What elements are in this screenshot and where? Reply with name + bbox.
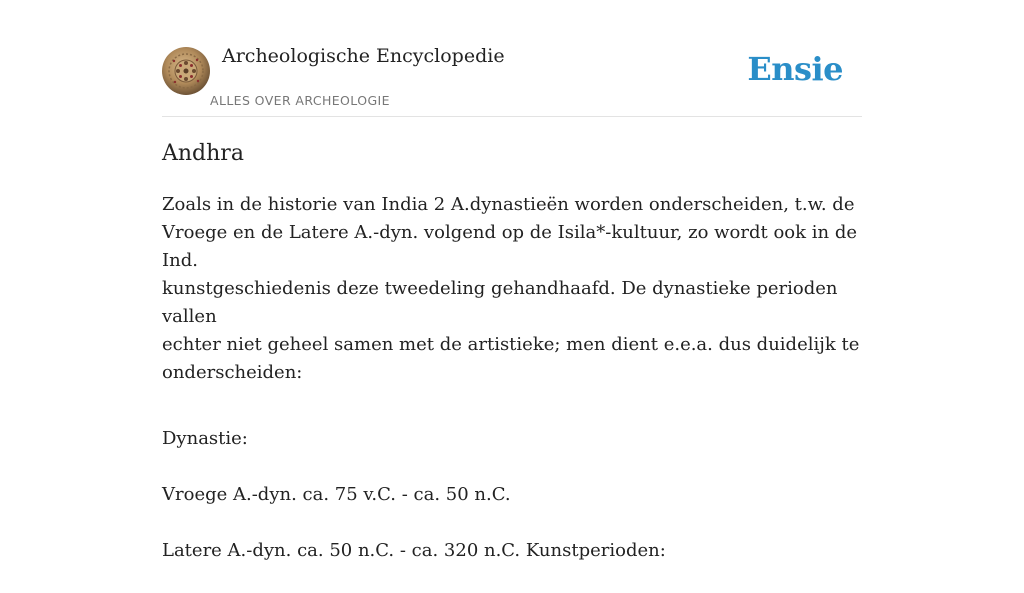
archaeological-coin-icon[interactable] [162, 47, 210, 95]
intro-line: kunstgeschiedenis deze tweedeling gehandhaafd. De dynastieke perioden vallen [162, 278, 838, 327]
intro-line: Zoals in de historie van India 2 A.dynastieën worden onderscheiden, t.w. de [162, 194, 855, 215]
early-dynasty-line: Vroege A.-dyn. ca. 75 v.C. - ca. 50 n.C. [162, 484, 511, 505]
ensie-brand-link[interactable]: Ensie [747, 50, 843, 88]
article [162, 138, 862, 593]
site-title-link[interactable]: Archeologische Encyclopedie [222, 45, 505, 67]
late-dynasty-line: Latere A.-dyn. ca. 50 n.C. - ca. 320 n.C. Kunstperioden: [162, 540, 666, 561]
article-title: Andhra [162, 141, 244, 166]
intro-line: onderscheiden: [162, 362, 303, 383]
dynasty-heading: Dynastie: [162, 428, 248, 449]
site-header [162, 0, 862, 117]
intro-line: echter niet geheel samen met de artistieke; men dient e.e.a. dus duidelijk te [162, 334, 860, 355]
site-tagline: ALLES OVER ARCHEOLOGIE [210, 93, 390, 108]
intro-line: Vroege en de Latere A.-dyn. volgend op de Isila*-kultuur, zo wordt ook in de Ind. [162, 222, 858, 271]
article-body [162, 191, 862, 565]
